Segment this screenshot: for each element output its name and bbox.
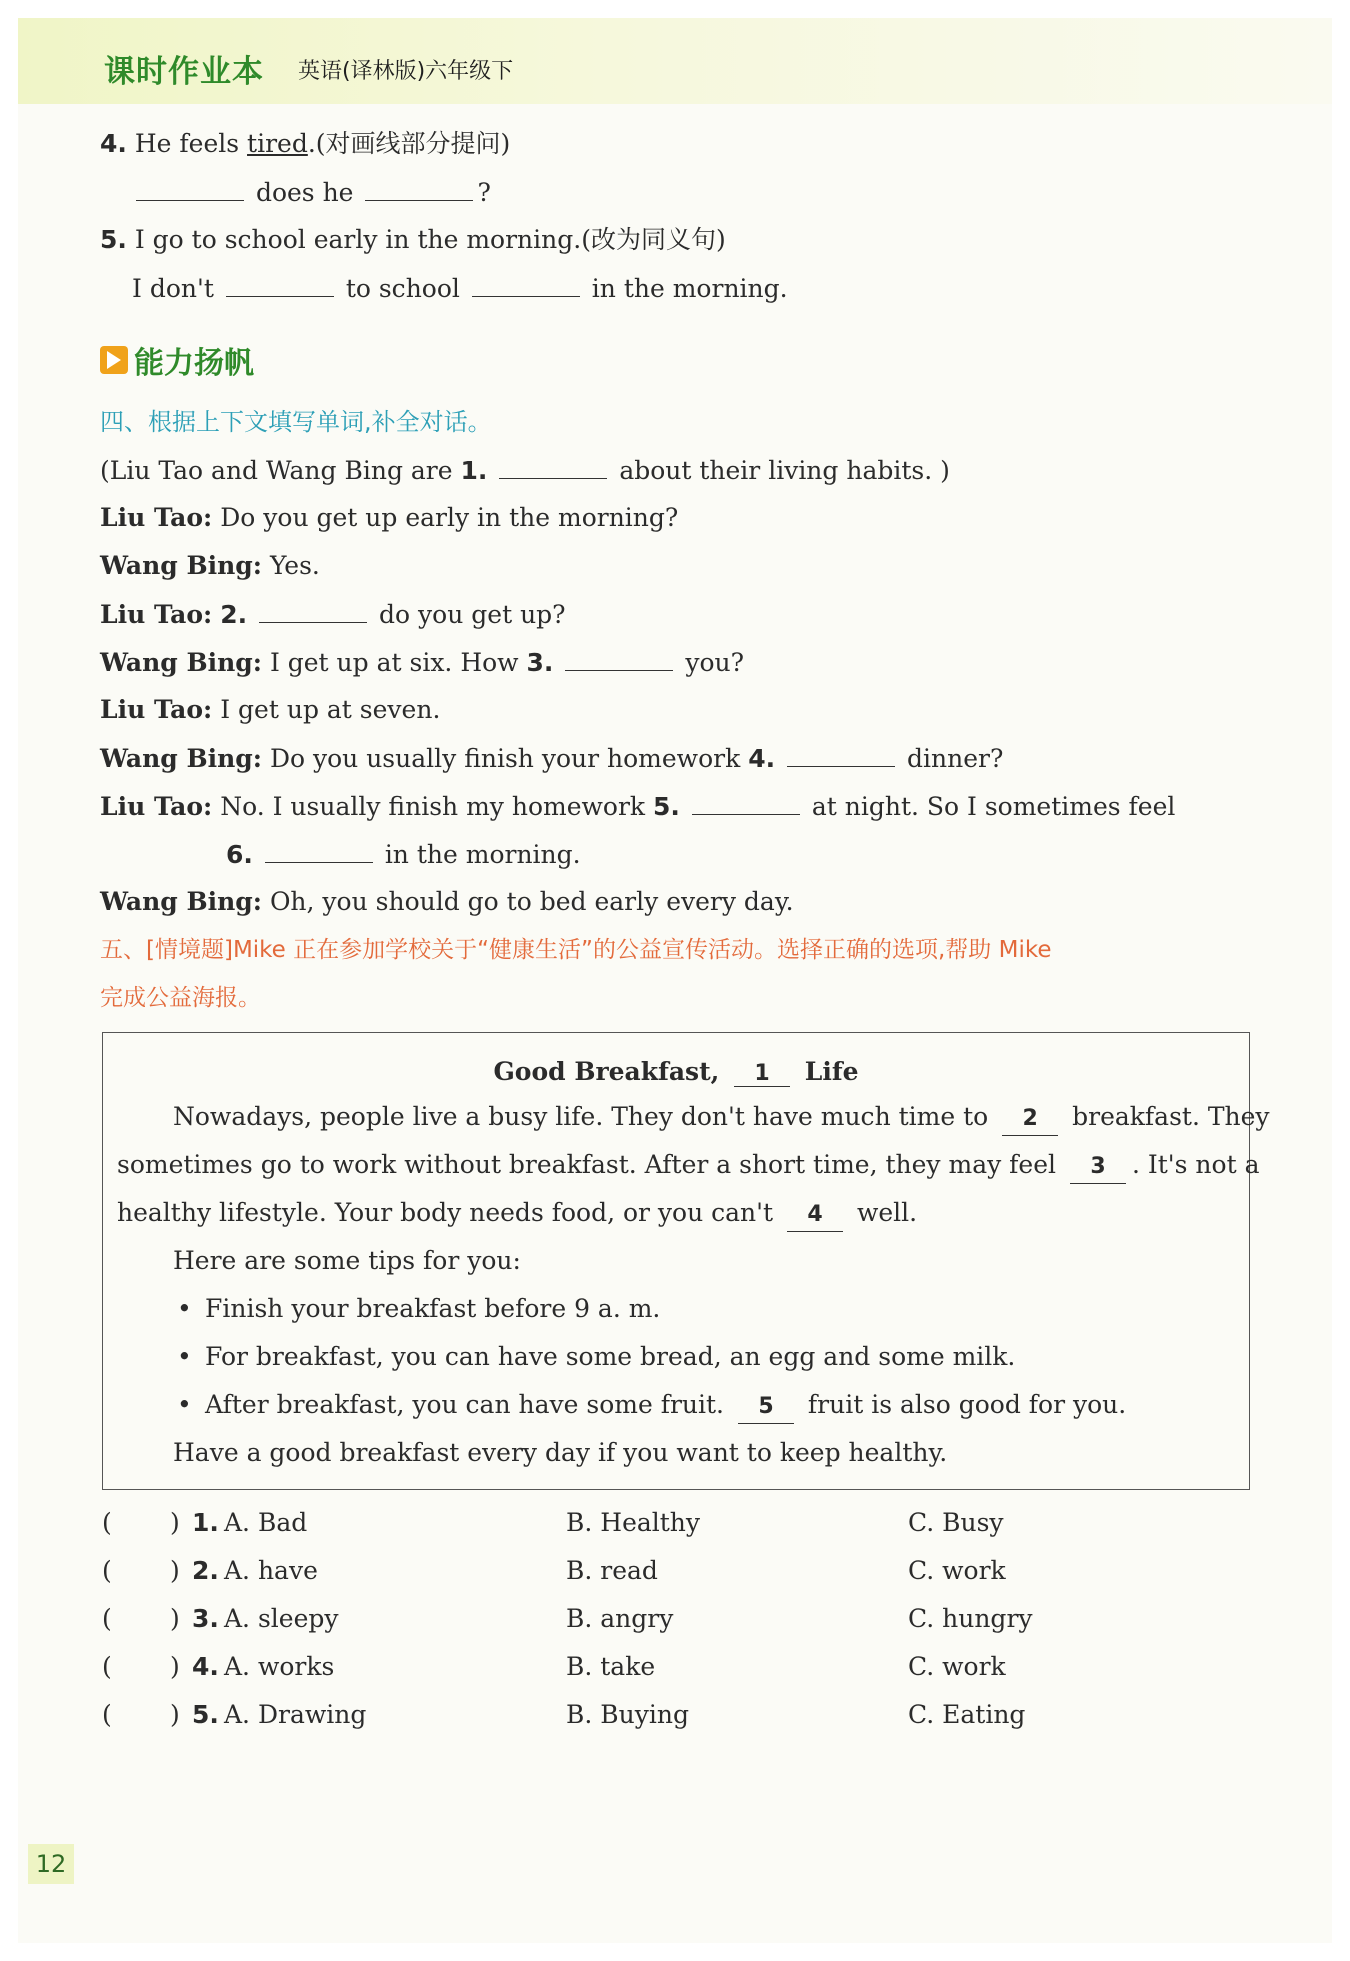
speaker-name: Wang Bing: (100, 887, 262, 916)
poster-title-text: Life (804, 1057, 859, 1086)
poster-closing: Have a good breakfast every day if you want to keep healthy. (173, 1438, 948, 1467)
poster-line (173, 1101, 1270, 1136)
question-4-answer-line (132, 176, 491, 209)
part-5-instruction: 五、[情境题]Mike 正在参加学校关于“健康生活”的公益宣传活动。选择正确的选项,帮助 Mike (100, 937, 1052, 963)
poster-text: healthy lifestyle. Your body needs food, or you can't (117, 1198, 774, 1227)
tip-text: fruit is also good for you. (807, 1390, 1127, 1419)
answer-text: does he (255, 178, 354, 207)
answer-bracket[interactable]: ( (102, 1508, 112, 1537)
option-number: 1. (192, 1508, 219, 1537)
dialog-text: Do you get up early in the morning? (220, 503, 679, 532)
answer-blank[interactable] (565, 646, 673, 671)
flag-icon (100, 346, 128, 374)
option-c[interactable]: C. Busy (908, 1508, 1004, 1537)
speaker-name: Liu Tao: (100, 503, 213, 532)
option-c[interactable]: C. Eating (908, 1700, 1026, 1729)
dialog-text: in the morning. (384, 840, 581, 869)
dialog-line (100, 694, 440, 726)
tip-text: For breakfast, you can have some bread, an egg and some milk. (205, 1342, 1016, 1371)
option-a[interactable]: A. Bad (224, 1508, 308, 1537)
dialog-text: dinner? (907, 744, 1004, 773)
tip-text: After breakfast, you can have some fruit. (205, 1390, 725, 1419)
option-a[interactable]: A. works (224, 1652, 335, 1681)
section-header (100, 338, 254, 382)
answer-bracket: ) (170, 1700, 180, 1729)
part-4-instruction: 四、根据上下文填写单词,补全对话。 (100, 408, 492, 436)
poster-text: breakfast. They (1072, 1102, 1270, 1131)
underlined-word: tired (247, 129, 308, 158)
answer-blank[interactable] (787, 742, 895, 767)
question-number: 4. (100, 129, 127, 158)
speaker-name: Liu Tao: (100, 695, 213, 724)
question-text: I go to school early in the morning.(改为同义句) (134, 225, 726, 254)
blank-number: 4. (748, 744, 776, 773)
option-row (0, 1652, 1350, 1686)
answer-bracket: ) (170, 1556, 180, 1585)
dialog-line (100, 502, 678, 534)
book-subtitle: 英语(译林版)六年级下 (298, 59, 514, 84)
intro-text: (Liu Tao and Wang Bing are (100, 456, 453, 485)
option-number: 4. (192, 1652, 219, 1681)
option-number: 3. (192, 1604, 219, 1633)
tip-text: Finish your breakfast before 9 a. m. (205, 1294, 661, 1323)
poster-title-text: Good Breakfast, (493, 1057, 720, 1086)
option-b[interactable]: B. angry (566, 1604, 674, 1633)
option-number: 5. (192, 1700, 219, 1729)
option-c[interactable]: C. work (908, 1652, 1006, 1681)
answer-bracket: ) (170, 1652, 180, 1681)
answer-blank[interactable]: 4 (787, 1199, 843, 1232)
poster-box (102, 1032, 1270, 1490)
poster-title (103, 1057, 1249, 1087)
tip-item (177, 1389, 1126, 1424)
option-row (0, 1604, 1350, 1638)
question-number: 5. (100, 225, 127, 254)
option-b[interactable]: B. Buying (566, 1700, 689, 1729)
part-5-instruction-cont: 完成公益海报。 (100, 985, 261, 1011)
header-banner (18, 18, 1332, 104)
dialog-text: you? (685, 648, 745, 677)
speaker-name: Liu Tao: (100, 600, 213, 629)
speaker-name: Wang Bing: (100, 648, 262, 677)
answer-bracket: ) (170, 1508, 180, 1537)
question-instruction: .(对画线部分提问) (307, 129, 511, 158)
question-4 (100, 128, 510, 160)
answer-blank[interactable] (136, 176, 244, 201)
question-text: He feels (134, 129, 248, 158)
option-b[interactable]: B. take (566, 1652, 656, 1681)
answer-bracket: ) (170, 1604, 180, 1633)
book-title: 课时作业本 (104, 54, 264, 90)
answer-bracket[interactable]: ( (102, 1556, 112, 1585)
dialog-text: Yes. (269, 551, 320, 580)
answer-blank[interactable]: 5 (738, 1391, 794, 1424)
part-4-intro (100, 454, 950, 487)
answer-blank[interactable] (259, 598, 367, 623)
option-c[interactable]: C. work (908, 1556, 1006, 1585)
dialog-line (100, 646, 744, 679)
answer-text: in the morning. (591, 274, 788, 303)
blank-number: 5. (653, 792, 680, 821)
answer-text: I don't (132, 274, 214, 303)
poster-text: . It's not a (1131, 1150, 1260, 1179)
bullet-icon: • (177, 1342, 192, 1371)
answer-blank[interactable] (265, 838, 373, 863)
bullet-icon: • (177, 1390, 192, 1419)
answer-blank[interactable] (499, 454, 607, 479)
answer-blank[interactable] (226, 272, 334, 297)
intro-text: about their living habits. ) (619, 456, 950, 485)
tip-item (177, 1341, 1015, 1373)
answer-blank[interactable] (472, 272, 580, 297)
dialog-text: No. I usually finish my homework (220, 792, 646, 821)
dialog-line (100, 550, 320, 582)
bullet-icon: • (177, 1294, 192, 1323)
blank-number: 2. (220, 600, 248, 629)
poster-text: Nowadays, people live a busy life. They don't have much time to (173, 1102, 989, 1131)
option-a[interactable]: A. sleepy (224, 1604, 339, 1633)
poster-text: sometimes go to work without breakfast. After a short time, they may feel (117, 1150, 1057, 1179)
blank-number: 6. (226, 840, 253, 869)
option-row (0, 1700, 1350, 1734)
poster-line (117, 1149, 1259, 1184)
option-b[interactable]: B. Healthy (566, 1508, 701, 1537)
option-a[interactable]: A. Drawing (224, 1700, 367, 1729)
option-a[interactable]: A. have (224, 1556, 318, 1585)
tip-item (177, 1293, 660, 1325)
answer-blank[interactable]: 3 (1070, 1151, 1126, 1184)
answer-bracket[interactable]: ( (102, 1604, 112, 1633)
page-number: 12 (28, 1844, 74, 1884)
option-b[interactable]: B. read (566, 1556, 658, 1585)
option-number: 2. (192, 1556, 219, 1585)
dialog-text: I get up at seven. (220, 695, 441, 724)
option-c[interactable]: C. hungry (908, 1604, 1033, 1633)
speaker-name: Wang Bing: (100, 744, 262, 773)
answer-blank[interactable]: 2 (1002, 1103, 1058, 1136)
dialog-line (100, 742, 1003, 775)
question-5 (100, 224, 726, 256)
dialog-text: Do you usually finish your homework (269, 744, 741, 773)
answer-text: to school (345, 274, 460, 303)
dialog-text: do you get up? (379, 600, 566, 629)
question-5-answer-line (132, 272, 788, 305)
answer-blank[interactable]: 1 (734, 1061, 790, 1087)
blank-number: 1. (460, 456, 488, 485)
dialog-line (100, 886, 794, 918)
dialog-line (100, 790, 1175, 823)
tips-intro: Here are some tips for you: (173, 1246, 521, 1275)
speaker-name: Liu Tao: (100, 792, 213, 821)
answer-bracket[interactable]: ( (102, 1652, 112, 1681)
answer-blank[interactable] (365, 176, 473, 201)
poster-text: well. (856, 1198, 918, 1227)
dialog-text: Oh, you should go to bed early every day. (269, 887, 794, 916)
answer-blank[interactable] (692, 790, 800, 815)
option-row (0, 1556, 1350, 1590)
dialog-text: at night. So I sometimes feel (811, 792, 1176, 821)
speaker-name: Wang Bing: (100, 551, 262, 580)
option-row (0, 1508, 1350, 1542)
answer-text: ? (477, 178, 491, 207)
poster-line (117, 1197, 917, 1232)
dialog-text: I get up at six. How (269, 648, 519, 677)
dialog-line (100, 598, 566, 631)
section-title: 能力扬帆 (134, 346, 254, 381)
answer-bracket[interactable]: ( (102, 1700, 112, 1729)
blank-number: 3. (526, 648, 554, 677)
dialog-line (226, 838, 581, 871)
